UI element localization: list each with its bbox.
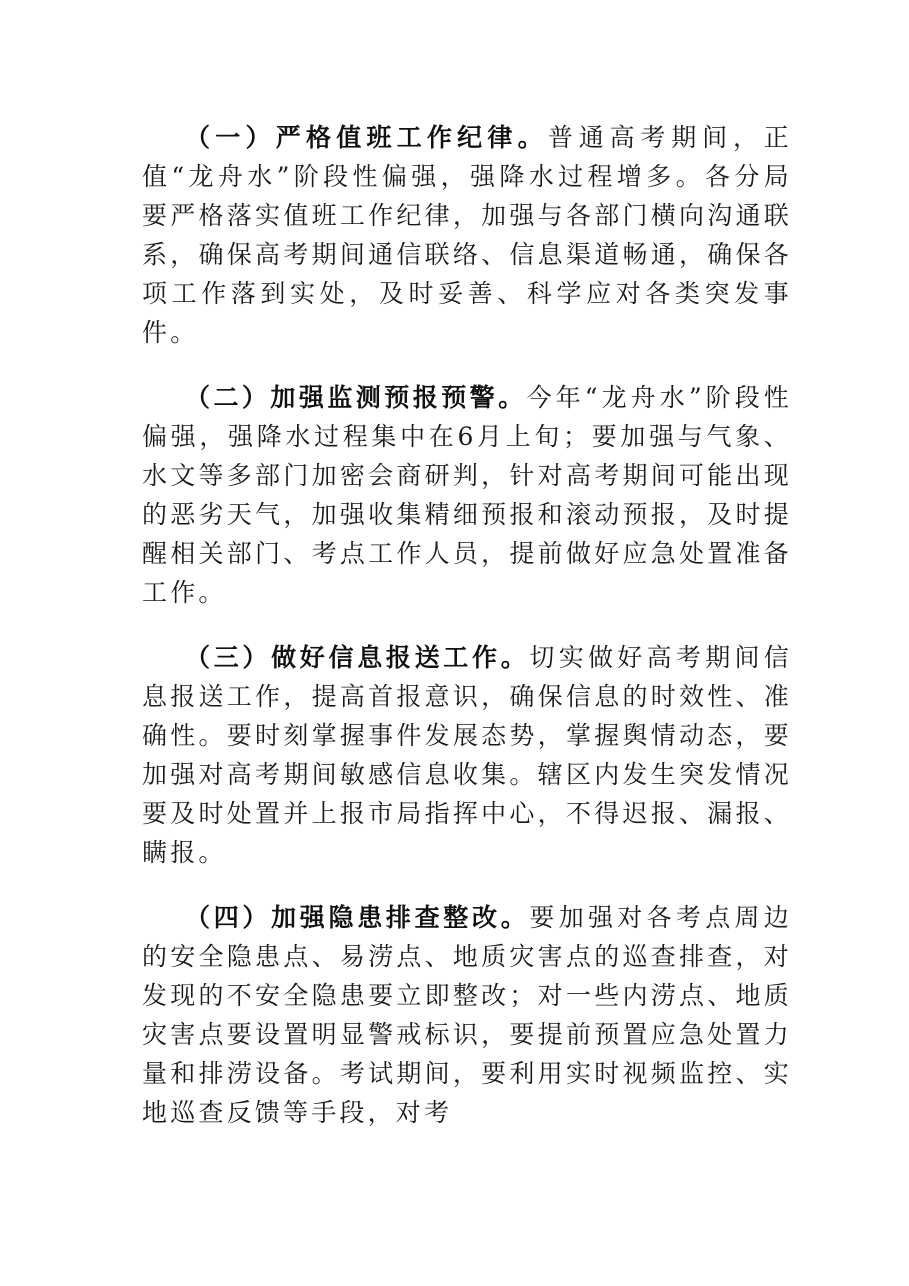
section-body-2: 今年“龙舟水”阶段性偏强，强降水过程集中在6月上旬；要加强与气象、水文等多部门加密会商研判，针对高考期间可能出现的恶劣天气，加强收集精细预报和滚动预报，及时提醒相关部门、考点工作人员，提前做好应急处置准备工作。 bbox=[142, 383, 793, 607]
section-body-3: 切实做好高考期间信息报送工作，提高首报意识，确保信息的时效性、准确性。要时刻掌握事件发展态势，掌握舆情动态，要加强对高考期间敏感信息收集。辖区内发生突发情况要及时处置并上报市局指挥中心，不得迟报、漏报、瞒报。 bbox=[142, 643, 793, 867]
paragraph-monitoring-forecast bbox=[142, 378, 792, 612]
section-heading-1: （一）严格值班工作纪律。 bbox=[185, 123, 548, 152]
document-body bbox=[142, 118, 792, 1158]
paragraph-hazard-inspection bbox=[142, 898, 792, 1132]
section-heading-2: （二）加强监测预报预警。 bbox=[185, 383, 527, 412]
section-heading-3: （三）做好信息报送工作。 bbox=[185, 643, 530, 672]
section-body-4: 要加强对各考点周边的安全隐患点、易涝点、地质灾害点的巡查排查，对发现的不安全隐患要立即整改；对一些内涝点、地质灾害点要设置明显警戒标识，要提前预置应急处置力量和排涝设备。考试期间，要利用实时视频监控、实地巡查反馈等手段，对考 bbox=[142, 903, 793, 1127]
section-heading-4: （四）加强隐患排查整改。 bbox=[185, 903, 530, 932]
section-body-1: 普通高考期间，正值“龙舟水”阶段性偏强，强降水过程增多。各分局要严格落实值班工作纪律，加强与各部门横向沟通联系，确保高考期间通信联络、信息渠道畅通，确保各项工作落到实处，及时妥善、科学应对各类突发事件。 bbox=[142, 123, 792, 347]
paragraph-information-reporting bbox=[142, 638, 792, 872]
paragraph-duty-discipline bbox=[142, 118, 792, 352]
